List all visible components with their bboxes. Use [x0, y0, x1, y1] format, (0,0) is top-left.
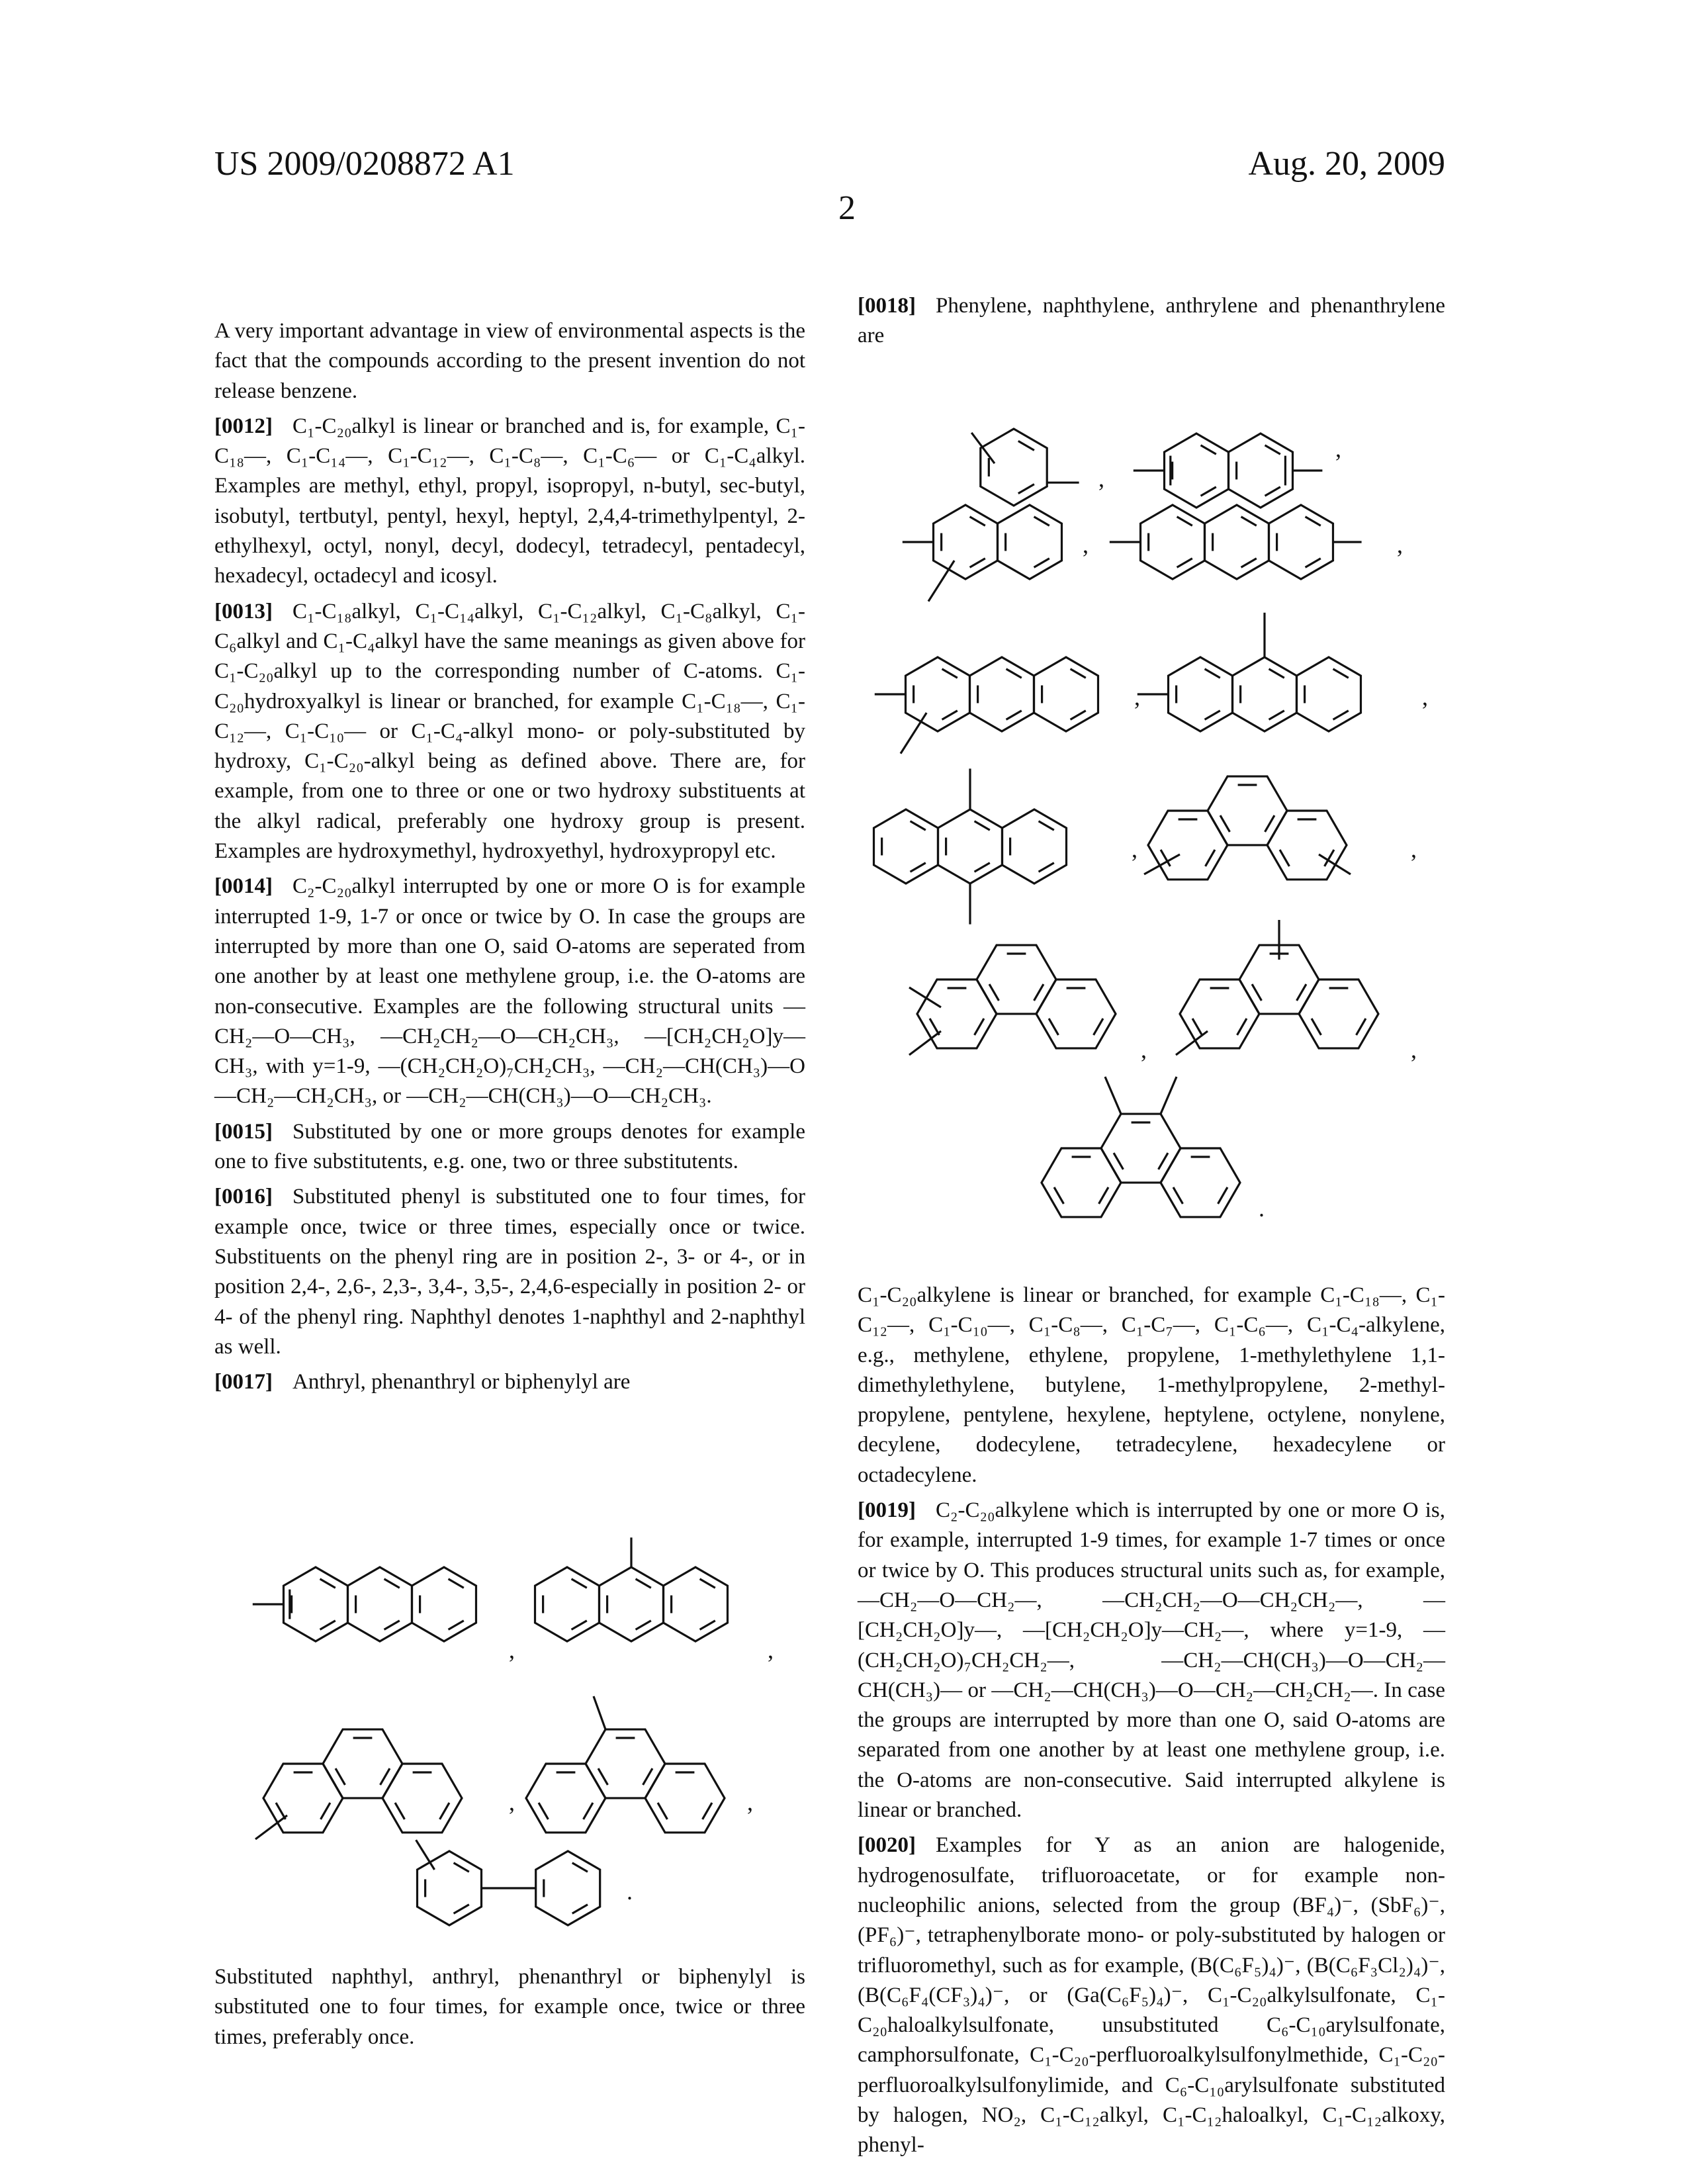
double-bond	[1039, 863, 1054, 872]
double-bond	[975, 863, 990, 872]
double-bond	[1006, 711, 1022, 719]
double-bond	[658, 1803, 667, 1819]
double-bond	[572, 1621, 587, 1629]
paragraph-number: [0016]	[214, 1185, 273, 1208]
double-bond	[911, 821, 926, 830]
double-bond	[1218, 1187, 1227, 1204]
double-bond	[636, 1621, 651, 1629]
double-bond	[1220, 815, 1229, 832]
anthryl	[535, 1537, 774, 1663]
structure-punctuation: ,	[1132, 836, 1137, 862]
double-bond	[975, 821, 990, 830]
double-bond	[1333, 669, 1349, 678]
biphenylyl	[416, 1840, 633, 1925]
paragraph-number: [0020]	[858, 1833, 916, 1857]
substituent-bond	[594, 1696, 605, 1729]
benzene-ring	[917, 979, 997, 1048]
substituent-bond	[901, 713, 926, 754]
double-bond	[572, 1579, 587, 1588]
structure-punctuation: ,	[509, 1637, 515, 1663]
publication-date: Aug. 20, 2009	[1248, 144, 1445, 184]
structure-punctuation: ,	[768, 1637, 774, 1663]
double-bond	[1006, 669, 1022, 678]
paragraph-text: C₁-C₂₀alkylene is linear or branched, for example C₁-C₁₈—, C₁-C₁₂—, C₁-C₁₀—, C₁-C₈—, C₁-C₇—, C₁-C₆—, C₁-C₄-alkylene, e.g., methylene, ethylene, propylene, 1-methylethylene 1,1-dimethylethylene, butylene, 1-methylpropylene, 2-methyl-propylene, pentylene, hexylene, heptylene, octylene, nonylene, decylene, dodecylene, tetradecylene, hexadecylene or octadecylene.	[858, 1283, 1445, 1487]
structure-punctuation: ,	[1141, 1036, 1147, 1063]
benzene-ring	[599, 1567, 663, 1641]
structure-punctuation: ,	[1083, 531, 1089, 558]
double-bond	[1252, 984, 1261, 1001]
page-number: 2	[0, 189, 1694, 228]
benzene-ring	[1267, 811, 1347, 880]
substituent-bond	[971, 433, 995, 463]
benzene-ring	[938, 809, 1002, 884]
benzene-ring	[977, 945, 1056, 1014]
benzene-ring	[1169, 657, 1233, 731]
structure-punctuation: ,	[1411, 836, 1417, 862]
substituent-bond	[1105, 1077, 1121, 1114]
double-bond	[700, 1621, 715, 1629]
double-bond	[970, 559, 985, 567]
double-bond	[989, 984, 999, 1001]
paragraph-number: [0017]	[214, 1370, 273, 1394]
anthrylene	[1110, 505, 1403, 579]
double-bond	[1265, 445, 1280, 454]
double-bond	[1312, 1019, 1321, 1035]
structure-punctuation: ,	[1422, 684, 1428, 710]
double-bond	[1306, 559, 1321, 567]
benzene-ring	[1228, 433, 1292, 508]
benzene-ring	[1208, 776, 1287, 845]
structure-punctuation: ,	[747, 1789, 753, 1815]
patent-number: US 2009/0208872 A1	[214, 144, 515, 184]
phenanthrylene	[909, 945, 1147, 1063]
double-bond	[572, 1905, 588, 1913]
double-bond	[1206, 850, 1215, 866]
benzene-ring	[969, 657, 1034, 731]
benzene-ring	[874, 809, 938, 884]
double-bond	[1205, 669, 1220, 678]
structure-punctuation: ,	[1134, 684, 1140, 710]
double-bond	[1333, 711, 1349, 719]
double-bond	[384, 1621, 400, 1629]
naphthylene	[1134, 433, 1341, 508]
double-bond	[1192, 1019, 1202, 1035]
paragraph-number: [0019]	[858, 1498, 916, 1522]
benzene-ring	[1299, 979, 1378, 1048]
benzene-ring	[1269, 505, 1333, 579]
double-bond	[1201, 445, 1216, 454]
double-bond	[1114, 1153, 1123, 1169]
paragraph-text: A very important advantage in view of environmental aspects is the fact that the compounds according to the present invention do not release benzene.	[214, 319, 805, 403]
benzene-ring	[981, 429, 1047, 506]
substituent-bond	[909, 987, 941, 1007]
double-bond	[1265, 815, 1274, 832]
anthrylene	[875, 657, 1140, 754]
double-bond	[1269, 669, 1284, 678]
double-bond	[1177, 517, 1192, 525]
double-bond	[380, 1768, 390, 1785]
paragraph-number: [0014]	[214, 874, 273, 898]
double-bond	[1054, 1187, 1063, 1204]
double-bond	[1265, 487, 1280, 496]
double-bond	[975, 1019, 984, 1035]
double-bond	[1099, 1187, 1108, 1204]
double-bond	[335, 1768, 345, 1785]
benzene-ring	[1034, 657, 1098, 731]
paragraph-text: Substituted phenyl is substituted one to four times, for example once, twice or three times, especially once or twice. Substituents on the phenyl ring are in position 2-, 3- or 4-, or in position 2,4-, 2,6-, 2,3-, 3,4-, 3,5-, 2,4,6-especially in position 2- or 4- of the phenyl ring. Naphthyl denotes 1-naphthyl and 2-naphthyl as well.	[214, 1185, 805, 1358]
benzene-ring	[1002, 809, 1066, 884]
phenanthrylene	[1144, 776, 1417, 880]
double-bond	[1071, 711, 1086, 719]
benzene-ring	[1180, 979, 1259, 1048]
benzene-ring	[1148, 811, 1227, 880]
double-bond	[320, 1621, 335, 1629]
double-bond	[454, 1863, 469, 1872]
benzene-ring	[1296, 657, 1360, 731]
phenylene	[971, 429, 1104, 506]
double-bond	[384, 1579, 400, 1588]
double-bond	[1357, 1019, 1366, 1035]
benzene-ring	[526, 1764, 605, 1833]
double-bond	[911, 863, 926, 872]
double-bond	[598, 1768, 607, 1785]
benzene-ring	[997, 505, 1061, 579]
double-bond	[1297, 984, 1306, 1001]
structure-punctuation: ,	[1098, 465, 1104, 492]
benzene-ring	[382, 1764, 462, 1833]
phenanthryl	[255, 1729, 515, 1839]
double-bond	[1034, 984, 1044, 1001]
double-bond	[1034, 559, 1049, 567]
double-bond	[1241, 559, 1257, 567]
benzene-ring	[906, 657, 970, 731]
paragraph-text: Phenylene, naphthylene, anthrylene and phenanthrylene are	[858, 294, 1445, 347]
double-bond	[1049, 1019, 1058, 1035]
benzene-ring	[934, 505, 998, 579]
benzene-ring	[323, 1729, 402, 1798]
double-bond	[449, 1621, 464, 1629]
double-bond	[320, 1579, 335, 1588]
benzene-ring	[586, 1729, 665, 1798]
structure-punctuation: .	[627, 1878, 633, 1905]
paragraph-text: Examples for Y as an anion are halogenide, hydrogenosulfate, trifluoroacetate, or for example non-nucleophilic anions, selected from the group (BF₄)⁻, (SbF₆)⁻, (PF₆)⁻, tetraphenylborate mono- or poly-substituted by halogen or trifluoromethyl, such as for example, (B(C₆F₅)₄)⁻, (B(C₆F₃Cl₂)₄)⁻, (B(C₆F₄(CF₃)₄)⁻, or (Ga(C₆F₅)₄)⁻, C₁-C₂₀alkylsulfonate, C₁-C₂₀haloalkylsulfonate, unsubstituted C₆-C₁₀arylsulfonate, camphorsulfonate, C₁-C₂₀-perfluoroalkylsulfonylmethide, C₁-C₂₀-perfluoroalkylsulfonylimide, and C₆-C₁₀arylsulfonate substituted by halogen, NO₂, C₁-C₁₂alkyl, C₁-C₁₂haloalkyl, C₁-C₁₂alkoxy, phenyl-	[858, 1833, 1445, 2157]
double-bond	[1269, 711, 1284, 719]
double-bond	[1177, 559, 1192, 567]
double-bond	[1071, 669, 1086, 678]
double-bond	[1039, 821, 1054, 830]
double-bond	[1241, 517, 1257, 525]
benzene-ring	[1165, 433, 1229, 508]
substituent-bond	[255, 1815, 287, 1839]
benzene-ring	[536, 1851, 600, 1925]
naphthylene	[903, 505, 1089, 602]
anthryl	[253, 1567, 515, 1663]
double-bond	[1018, 484, 1034, 494]
double-bond	[1018, 441, 1034, 450]
paragraph-number: [0012]	[214, 414, 273, 438]
structure-punctuation: ,	[1411, 1036, 1417, 1063]
substituent-bond	[928, 561, 954, 602]
double-bond	[942, 669, 958, 678]
benzene-ring	[645, 1764, 725, 1833]
double-bond	[1201, 487, 1216, 496]
double-bond	[1159, 1153, 1168, 1169]
double-bond	[321, 1803, 330, 1819]
paragraph-text: C₁-C₁₈alkyl, C₁-C₁₄alkyl, C₁-C₁₂alkyl, C₁-C₈alkyl, C₁-C₆alkyl and C₁-C₄alkyl have the same meanings as given above for C₁-C₂₀alkyl up to the corresponding number of C-atoms. C₁-C₂₀hydroxyalkyl is linear or branched, for example C₁-C₁₈—, C₁-C₁₂—, C₁-C₁₀— or C₁-C₄-alkyl mono- or poly-substituted by hydroxy, C₁-C₂₀-alkyl being as defined above. There are, for example, from one to three or one or two hydroxy substituents at the alkyl radical, preferably one hydroxy group is present. Examples are hydroxymethyl, hydroxyethyl, hydroxypropyl etc.	[214, 600, 805, 863]
benzene-ring	[1101, 1114, 1181, 1183]
double-bond	[572, 1863, 588, 1872]
benzene-ring	[535, 1567, 600, 1641]
double-bond	[643, 1768, 652, 1785]
paragraph-text: C₂-C₂₀alkyl interrupted by one or more O is for example interrupted 1-9, 1-7 or once or twice by O. In case the groups are interrupted by more than one O, said O-atoms are seperated from one another by at least one methylene group, i.e. the O-atoms are non-consecutive. Examples are the following structural units —CH₂—O—CH₃, —CH₂CH₂—O—CH₂CH₃, —[CH₂CH₂O]y—CH₃, with y=1-9, —(CH₂CH₂O)₇CH₂CH₃, —CH₂—CH(CH₃)—O—CH₂—CH₂CH₃, or —CH₂—CH(CH₃)—O—CH₂CH₃.	[214, 874, 805, 1108]
phenanthrylene	[1042, 1077, 1265, 1222]
structure-punctuation: ,	[1397, 531, 1403, 558]
benzene-ring	[284, 1567, 348, 1641]
paragraph-number: [0018]	[858, 294, 916, 318]
benzene-ring	[412, 1567, 476, 1641]
benzene-ring	[1161, 1148, 1240, 1217]
double-bond	[1280, 850, 1289, 866]
benzene-ring	[1042, 1148, 1121, 1217]
double-bond	[395, 1803, 404, 1819]
paragraph-text: C₂-C₂₀alkylene which is interrupted by one or more O is, for example, interrupted 1-9 times, for example 1-7 times or once or twice by O. This produces structural units such as, for example, —CH₂—O—CH₂—, —CH₂CH₂—O—CH₂CH₂—, —[CH₂CH₂O]y—, —[CH₂CH₂O]y—CH₂—, where y=1-9, —(CH₂CH₂O)₇CH₂CH₂—, —CH₂—CH(CH₃)—O—CH₂—CH(CH₃)— or —CH₂—CH(CH₃)—O—CH₂—CH₂CH₂—. In case the groups are interrupted by more than one O, said O-atoms are separated from one another by at least one methylene group, i.e. the O-atoms are non-consecutive. Said interrupted alkylene is linear or branched.	[858, 1498, 1445, 1822]
double-bond	[1034, 517, 1049, 525]
double-bond	[1094, 1019, 1103, 1035]
paragraph: Substituted naphthyl, anthryl, phenanthryl or biphenylyl is substituted one to four times, for example once, twice or three times, preferably once.	[214, 1962, 805, 2052]
double-bond	[454, 1905, 469, 1913]
benzene-ring	[1232, 657, 1296, 731]
benzene-ring	[418, 1851, 482, 1925]
structure-punctuation: ,	[1335, 435, 1341, 462]
paragraph-text: Substituted by one or more groups denotes for example one to five substitutents, e.g. one, two or three substitutents.	[214, 1120, 805, 1173]
double-bond	[539, 1803, 548, 1819]
paragraph-text: C₁-C₂₀alkyl is linear or branched and is, for example, C₁-C₁₈—, C₁-C₁₄—, C₁-C₁₂—, C₁-C₈—, C₁-C₆— or C₁-C₄alkyl. Examples are methyl, ethyl, propyl, isopropyl, n-butyl, sec-butyl, isobutyl, tertbutyl, pentyl, hexyl, heptyl, 2,4,4-trimethylpentyl, 2-ethylhexyl, octyl, nonyl, decyl, dodecyl, tetradecyl, pentadecyl, hexadecyl, octadecyl and icosyl.	[214, 414, 805, 588]
benzene-ring	[663, 1567, 727, 1641]
double-bond	[942, 711, 958, 719]
benzene-ring	[1036, 979, 1116, 1048]
benzene-ring	[1141, 505, 1205, 579]
benzene-ring	[347, 1567, 412, 1641]
benzene-ring	[263, 1764, 343, 1833]
anthrylene	[874, 768, 1137, 924]
double-bond	[584, 1803, 593, 1819]
substituent-bond	[1161, 1077, 1177, 1114]
double-bond	[700, 1579, 715, 1588]
double-bond	[1306, 517, 1321, 525]
phenanthrylene	[1176, 920, 1417, 1063]
structure-punctuation: .	[1259, 1195, 1265, 1222]
substituent-bond	[1319, 854, 1351, 874]
double-bond	[970, 517, 985, 525]
paragraph-number: [0013]	[214, 600, 273, 623]
double-bond	[1205, 711, 1220, 719]
paragraph-text: Anthryl, phenanthryl or biphenylyl are	[292, 1370, 630, 1394]
chemical-structures	[0, 0, 1694, 2184]
double-bond	[1173, 1187, 1182, 1204]
anthrylene	[1137, 613, 1428, 731]
structure-punctuation: ,	[509, 1789, 515, 1815]
double-bond	[440, 1803, 449, 1819]
paragraph-number: [0015]	[214, 1120, 273, 1144]
double-bond	[1237, 1019, 1247, 1035]
phenanthryl	[526, 1696, 753, 1833]
double-bond	[636, 1579, 651, 1588]
substituent-bond	[909, 1031, 941, 1055]
double-bond	[449, 1579, 464, 1588]
benzene-ring	[1204, 505, 1269, 579]
double-bond	[703, 1803, 712, 1819]
